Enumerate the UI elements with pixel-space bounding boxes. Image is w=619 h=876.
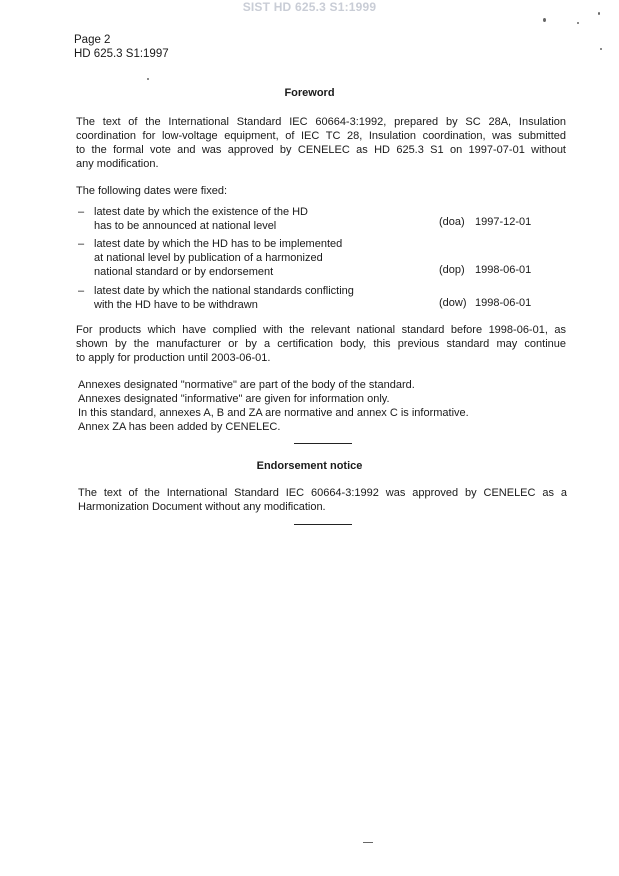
text-line: For products which have complied with the relevant national standard before 1998-06-01, as [76,324,566,336]
date-item-text [94,237,424,279]
page-header [74,33,169,61]
end-divider [294,524,352,525]
watermark: SIST HD 625.3 S1:1999 [242,0,377,14]
text-line: Harmonization Document without any modification. [78,501,326,513]
products-paragraph [76,323,566,365]
scan-speck [363,842,373,843]
scan-speck [577,22,579,24]
scan-speck [598,12,600,15]
section-divider [294,443,352,444]
scan-speck [600,48,602,50]
endorsement-paragraph [78,486,567,514]
text-line: national standard or by endorsement [94,266,274,278]
text-line: latest date by which the HD has to be implemented [94,238,343,250]
text-line: The text of the International Standard IEC 60664-3:1992 was approved by CENELEC as a [78,487,567,499]
text-line: to apply for production until 2003-06-01. [76,352,271,364]
scan-speck [543,18,546,22]
text-line: any modification. [76,158,159,170]
text-line: latest date by which the existence of the HD [94,206,309,218]
text-line: with the HD have to be withdrawn [94,299,258,311]
list-dash: – [78,238,85,250]
list-dash: – [78,206,85,218]
text-line: Annexes designated "normative" are part of the body of the standard. [78,379,415,391]
text-line: latest date by which the national standards conflicting [94,285,354,297]
endorsement-title: Endorsement notice [256,460,363,472]
text-line: Annexes designated "informative" are given for information only. [78,393,390,405]
date-item-text [94,205,424,233]
date-item-doa [78,205,548,233]
page-number: Page 2 [74,34,111,46]
annexes-paragraph [78,378,568,434]
list-dash: – [78,285,85,297]
text-line: at national level by publication of a harmonized [94,252,323,264]
text-line: coordination for low-voltage equipment, of IEC TC 28, Insulation coordination, was submitted [76,130,566,142]
date-value: 1998-06-01 [475,297,532,309]
date-value: 1997-12-01 [475,216,532,228]
date-item-dop [78,237,548,279]
date-item-dow [78,284,548,312]
foreword-intro [76,115,566,171]
text-line: has to be announced at national level [94,220,277,232]
text-line: The text of the International Standard IEC 60664-3:1992, prepared by SC 28A, Insulation [76,116,566,128]
date-item-text [94,284,424,312]
date-code: (dop) [439,264,465,276]
dates-intro: The following dates were fixed: [76,185,228,197]
scan-speck [147,78,149,80]
text-line: to the formal vote and was approved by CENELEC as HD 625.3 S1 on 1997-07-01 without [76,144,566,156]
document-id: HD 625.3 S1:1997 [74,48,169,60]
text-line: shown by the manufacturer or by a certification body, this previous standard may continue [76,338,566,350]
date-code: (dow) [439,297,467,309]
text-line: In this standard, annexes A, B and ZA are normative and annex C is informative. [78,407,469,419]
text-line: Annex ZA has been added by CENELEC. [78,421,281,433]
date-code: (doa) [439,216,465,228]
date-value: 1998-06-01 [475,264,532,276]
foreword-title: Foreword [284,87,335,99]
